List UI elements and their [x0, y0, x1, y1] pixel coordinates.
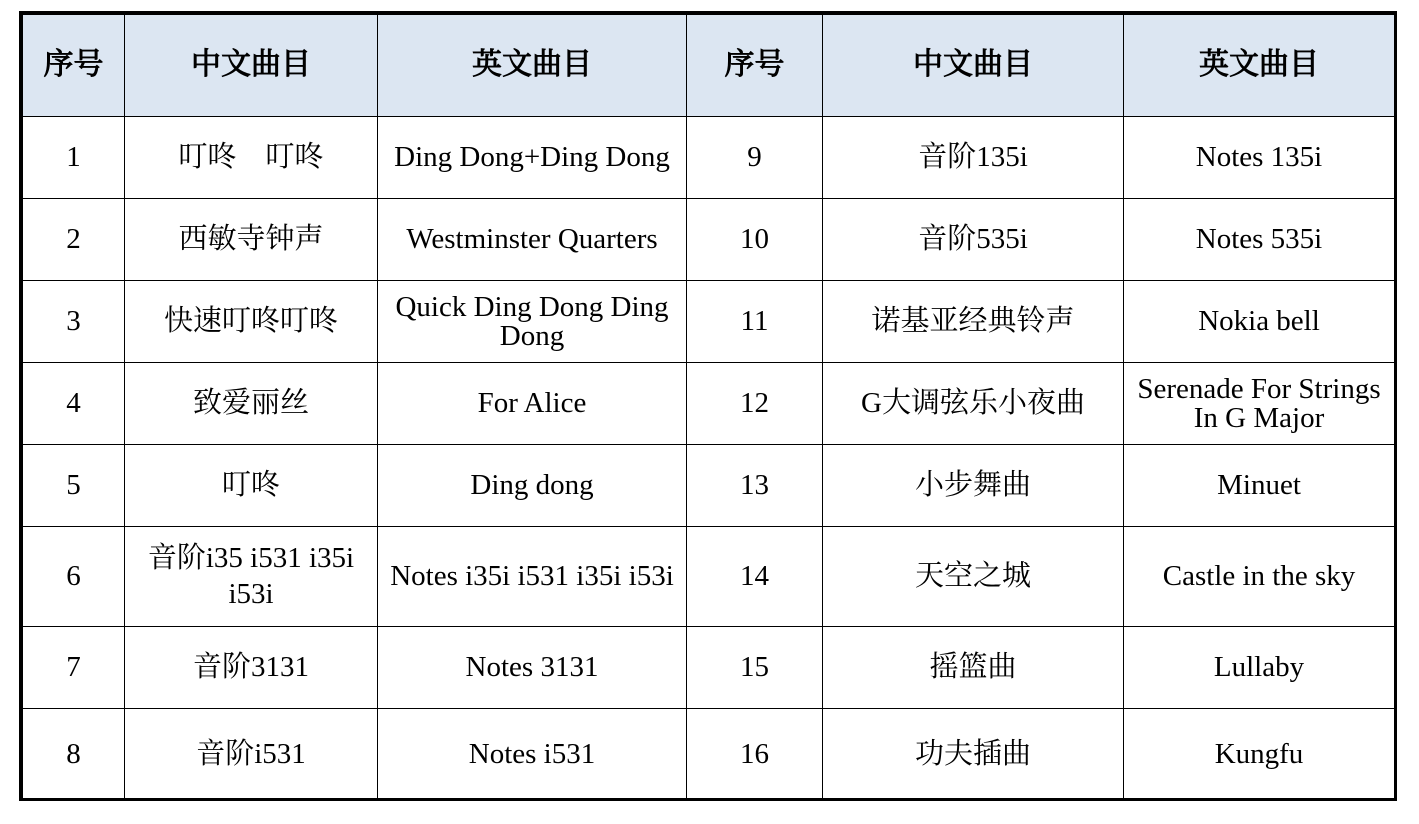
- cell-chinese-title: 快速叮咚叮咚: [125, 281, 378, 363]
- cell-english-title: Westminster Quarters: [378, 199, 687, 281]
- cell-no: 15: [687, 627, 823, 709]
- header-no-left: 序号: [23, 15, 125, 117]
- ringtone-table-container: [19, 11, 1397, 801]
- cell-no: 11: [687, 281, 823, 363]
- cell-no: 10: [687, 199, 823, 281]
- cell-no: 2: [23, 199, 125, 281]
- cell-no: 9: [687, 117, 823, 199]
- cell-no: 4: [23, 363, 125, 445]
- cell-english-title: Notes i531: [378, 709, 687, 801]
- cell-no: 6: [23, 527, 125, 627]
- cell-no: 13: [687, 445, 823, 527]
- cell-chinese-title: 音阶135i: [823, 117, 1124, 199]
- cell-chinese-title: 致爱丽丝: [125, 363, 378, 445]
- cell-no: 1: [23, 117, 125, 199]
- cell-no: 3: [23, 281, 125, 363]
- cell-chinese-title: 叮咚 叮咚: [125, 117, 378, 199]
- header-row: [23, 15, 1395, 117]
- table-row: [23, 627, 1395, 709]
- header-english-title-right: 英文曲目: [1124, 15, 1395, 117]
- cell-chinese-title: 音阶3131: [125, 627, 378, 709]
- table-row: [23, 527, 1395, 627]
- cell-chinese-title: 天空之城: [823, 527, 1124, 627]
- table-row: [23, 709, 1395, 801]
- cell-chinese-title: 叮咚: [125, 445, 378, 527]
- ringtone-table: [22, 14, 1395, 801]
- cell-english-title: Lullaby: [1124, 627, 1395, 709]
- cell-english-title: Ding dong: [378, 445, 687, 527]
- header-chinese-title-left: 中文曲目: [125, 15, 378, 117]
- cell-no: 5: [23, 445, 125, 527]
- cell-chinese-title: 功夫插曲: [823, 709, 1124, 801]
- table-row: [23, 117, 1395, 199]
- cell-english-title: For Alice: [378, 363, 687, 445]
- cell-english-title: Kungfu: [1124, 709, 1395, 801]
- cell-english-title: Nokia bell: [1124, 281, 1395, 363]
- cell-no: 7: [23, 627, 125, 709]
- cell-english-title: Notes 135i: [1124, 117, 1395, 199]
- cell-chinese-title: 小步舞曲: [823, 445, 1124, 527]
- table-row: [23, 363, 1395, 445]
- table-row: [23, 445, 1395, 527]
- table-row: [23, 281, 1395, 363]
- cell-chinese-title: 诺基亚经典铃声: [823, 281, 1124, 363]
- cell-english-title: Castle in the sky: [1124, 527, 1395, 627]
- header-chinese-title-right: 中文曲目: [823, 15, 1124, 117]
- cell-english-title: Notes 3131: [378, 627, 687, 709]
- cell-chinese-title: 摇篮曲: [823, 627, 1124, 709]
- cell-no: 14: [687, 527, 823, 627]
- cell-no: 12: [687, 363, 823, 445]
- cell-chinese-title: 音阶i531: [125, 709, 378, 801]
- cell-no: 16: [687, 709, 823, 801]
- table-row: [23, 199, 1395, 281]
- cell-chinese-title: 西敏寺钟声: [125, 199, 378, 281]
- cell-english-title: Ding Dong+Ding Dong: [378, 117, 687, 199]
- cell-chinese-title: 音阶i35 i531 i35i i53i: [125, 527, 378, 627]
- header-no-right: 序号: [687, 15, 823, 117]
- cell-chinese-title: 音阶535i: [823, 199, 1124, 281]
- cell-english-title: Notes i35i i531 i35i i53i: [378, 527, 687, 627]
- cell-english-title: Minuet: [1124, 445, 1395, 527]
- cell-no: 8: [23, 709, 125, 801]
- cell-english-title: Quick Ding Dong Ding Dong: [378, 281, 687, 363]
- header-english-title-left: 英文曲目: [378, 15, 687, 117]
- cell-chinese-title: G大调弦乐小夜曲: [823, 363, 1124, 445]
- cell-english-title: Serenade For Strings In G Major: [1124, 363, 1395, 445]
- cell-english-title: Notes 535i: [1124, 199, 1395, 281]
